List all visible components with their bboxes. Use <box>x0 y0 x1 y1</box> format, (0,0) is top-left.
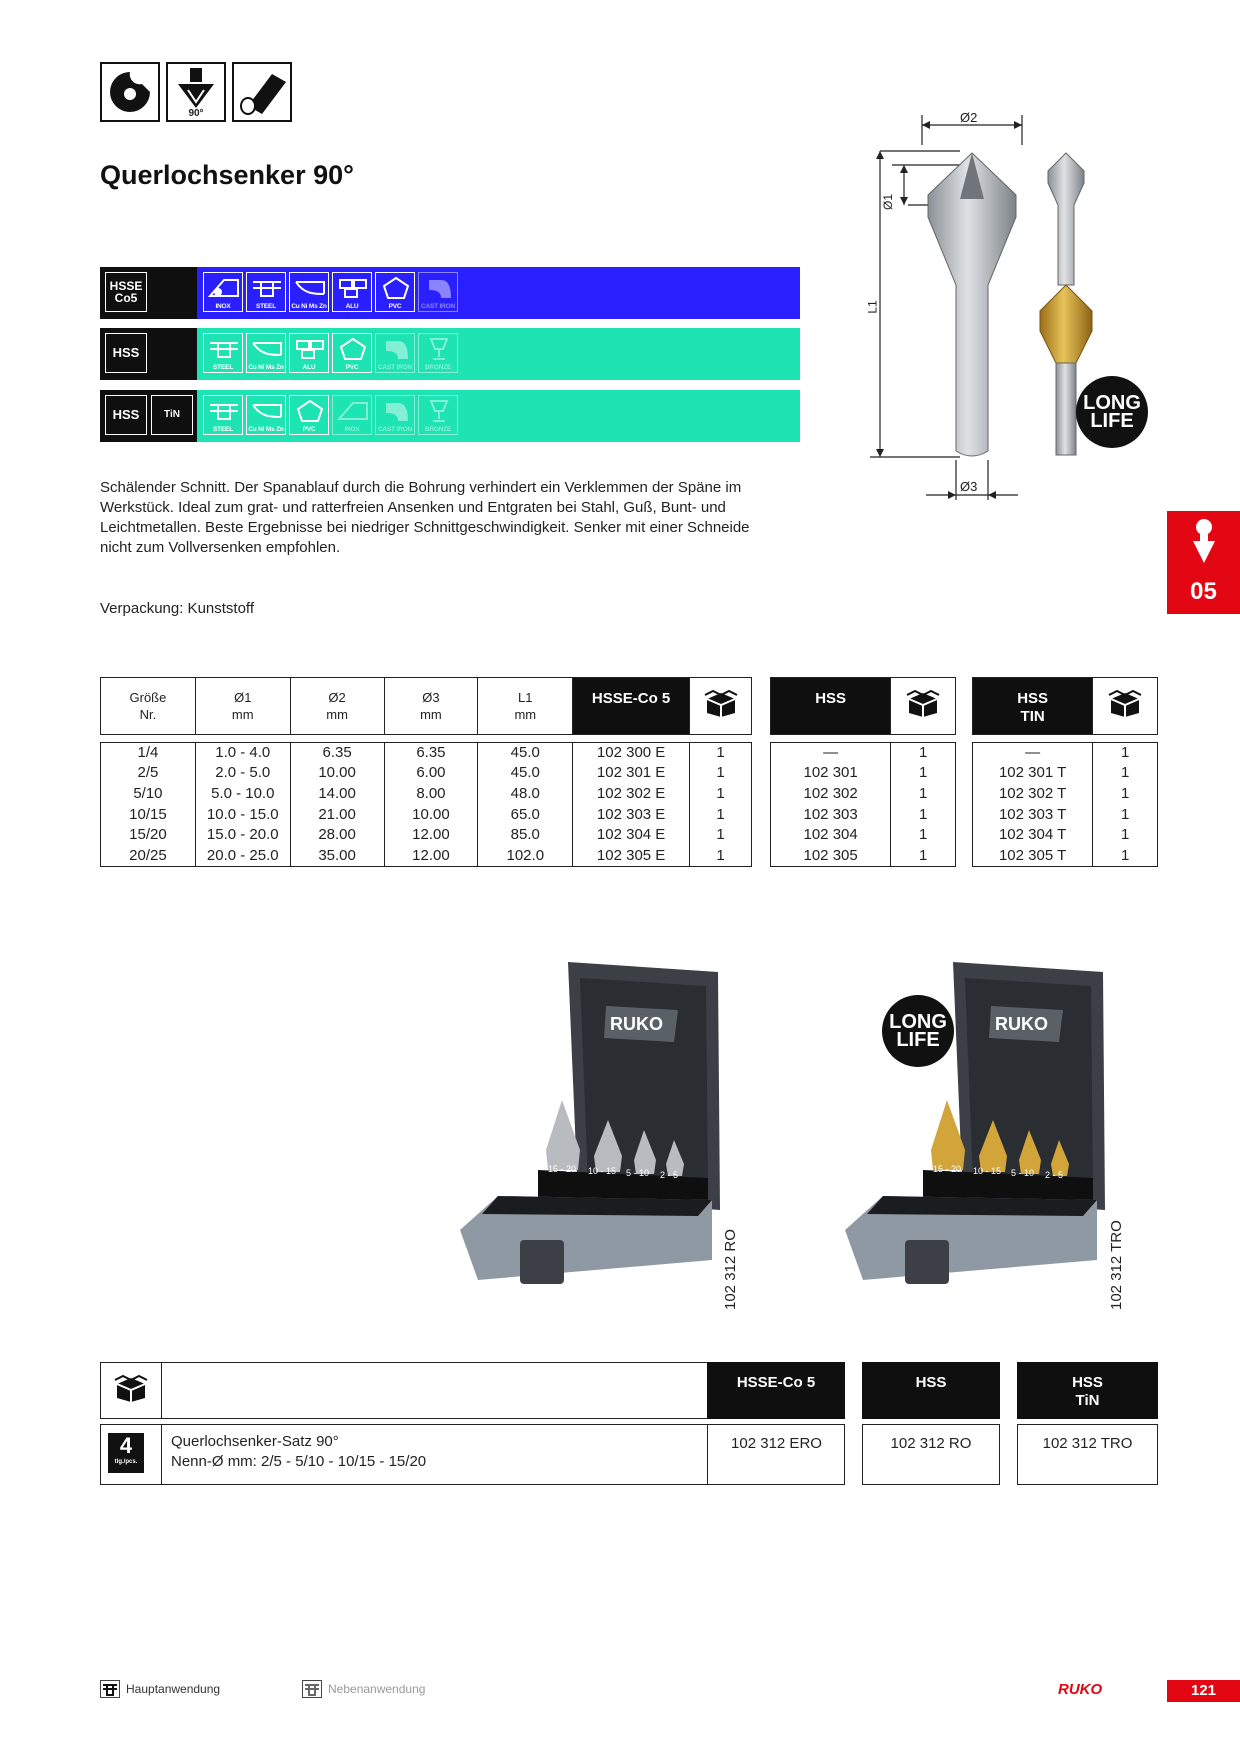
cell-hsse-qty: 1 <box>690 743 752 764</box>
material-nonferrous-icon: Cu Ni Ms Zn <box>246 333 286 373</box>
grade-label: HSS <box>105 395 147 435</box>
material-pvc-icon: PVC <box>289 395 329 435</box>
set-code-hss-tin: 102 312 TRO <box>1042 1435 1133 1452</box>
cell-d2: 21.00 <box>290 804 384 825</box>
dim-d3-label: Ø3 <box>960 479 978 494</box>
slot-label-4: 2 - 5 <box>1045 1170 1064 1180</box>
set-case-photo-hss <box>458 960 728 1300</box>
cell-l1: 48.0 <box>478 784 573 805</box>
set-code-rotated: 102 312 RO <box>722 1229 739 1310</box>
material-bronze-icon: BRONZE <box>418 395 458 435</box>
box-icon <box>1107 689 1143 719</box>
chapter-number: 05 <box>1190 578 1217 605</box>
legend-secondary-use: Nebenanwendung <box>302 1680 425 1698</box>
band-hsse-co5 <box>100 267 800 319</box>
coating-label: TiN <box>151 395 193 435</box>
piece-count-badge: 4 tlg./pcs. <box>108 1433 144 1473</box>
material-inox-icon: INOX <box>203 272 243 312</box>
cell-size: 15/20 <box>101 825 196 846</box>
cell-hss: 102 305 <box>771 845 891 866</box>
cell-tin-qty: 1 <box>1093 845 1158 866</box>
countersink-icon <box>1189 517 1219 567</box>
dim-d1-label: Ø1 <box>881 193 896 211</box>
col-d3: Ø3 mm <box>384 678 478 735</box>
cell-hss-qty: 1 <box>891 763 956 784</box>
material-nonferrous-icon: Cu Ni Ms Zn <box>289 272 329 312</box>
cell-d1: 5.0 - 10.0 <box>195 784 290 805</box>
table-row <box>771 804 956 825</box>
set-header-divider <box>161 1362 162 1419</box>
cell-l1: 102.0 <box>478 845 573 866</box>
cell-hss: 102 304 <box>771 825 891 846</box>
table-row <box>771 845 956 866</box>
set-code-rotated: 102 312 TRO <box>1108 1220 1125 1310</box>
cell-d2: 28.00 <box>290 825 384 846</box>
cell-hss: 102 303 <box>771 804 891 825</box>
hss-tin-table <box>972 677 1158 867</box>
col-hss: HSS <box>771 678 891 735</box>
table-row <box>101 845 752 866</box>
cell-tin: 102 305 T <box>973 845 1093 866</box>
cell-size: 20/25 <box>101 845 196 866</box>
table-row <box>973 804 1158 825</box>
set-row-hss <box>862 1424 1000 1485</box>
cell-size: 5/10 <box>101 784 196 805</box>
table-row <box>101 825 752 846</box>
cell-tin-qty: 1 <box>1093 743 1158 764</box>
set-row-divider <box>161 1424 162 1485</box>
cell-d3: 12.00 <box>384 825 478 846</box>
angle-label: 90° <box>188 108 204 119</box>
set-sizes: Nenn-Ø mm: 2/5 - 5/10 - 10/15 - 15/20 <box>171 1453 427 1470</box>
cell-d2: 10.00 <box>290 763 384 784</box>
col-size: Größe Nr. <box>101 678 196 735</box>
table-row <box>771 743 956 764</box>
cell-tin-qty: 1 <box>1093 784 1158 805</box>
table-row <box>771 784 956 805</box>
case-brand-label: RUKO <box>995 1014 1048 1034</box>
countersink-90-icon <box>166 62 226 122</box>
steel-profile-icon <box>100 1680 120 1698</box>
slot-label-2: 10 - 15 <box>973 1166 1002 1176</box>
slot-label-1: 15 - 20 <box>933 1164 962 1174</box>
cell-tin: 102 303 T <box>973 804 1093 825</box>
cell-d2: 6.35 <box>290 743 384 764</box>
cell-tin-qty: 1 <box>1093 804 1158 825</box>
table-row <box>101 743 752 764</box>
table-row <box>101 763 752 784</box>
cell-hsse-qty: 1 <box>690 763 752 784</box>
set-col-hss: HSS <box>862 1362 1000 1419</box>
slot-label-4: 2 - 5 <box>660 1170 679 1180</box>
cell-d1: 1.0 - 4.0 <box>195 743 290 764</box>
cell-tin-qty: 1 <box>1093 763 1158 784</box>
table-row <box>771 825 956 846</box>
cell-d3: 6.00 <box>384 763 478 784</box>
cell-hsse: 102 304 E <box>573 825 690 846</box>
long-life-badge: LONG LIFE <box>1076 376 1148 448</box>
cell-hss-qty: 1 <box>891 804 956 825</box>
technical-drawing <box>860 105 1240 505</box>
table-row <box>973 763 1158 784</box>
dimensions-table <box>100 677 752 867</box>
set-col-hss-tin: HSS TiN <box>1017 1362 1158 1419</box>
cylinder-pipe-icon <box>232 62 292 122</box>
material-alu-icon: ALU <box>289 333 329 373</box>
slot-label-3: 5 - 10 <box>1011 1168 1035 1178</box>
cell-hss: 102 301 <box>771 763 891 784</box>
band-hss-tin <box>100 390 800 442</box>
cell-hsse: 102 303 E <box>573 804 690 825</box>
material-nonferrous-icon: Cu Ni Ms Zn <box>246 395 286 435</box>
col-d1: Ø1 mm <box>195 678 290 735</box>
cell-size: 1/4 <box>101 743 196 764</box>
table-row <box>771 763 956 784</box>
col-hsse-pack <box>690 678 752 735</box>
col-l1: L1 mm <box>478 678 573 735</box>
cell-hsse: 102 305 E <box>573 845 690 866</box>
cell-d3: 8.00 <box>384 784 478 805</box>
table-row <box>973 743 1158 764</box>
cell-hss-qty: 1 <box>891 743 956 764</box>
material-alu-icon: ALU <box>332 272 372 312</box>
cell-hsse: 102 301 E <box>573 763 690 784</box>
case-brand-label: RUKO <box>610 1014 663 1034</box>
slot-label-3: 5 - 10 <box>626 1168 650 1178</box>
set-code-hsse: 102 312 ERO <box>731 1435 822 1452</box>
dim-d2-label: Ø2 <box>960 110 978 125</box>
packaging-info: Verpackung: Kunststoff <box>100 600 254 617</box>
cell-l1: 45.0 <box>478 763 573 784</box>
cell-d1: 20.0 - 25.0 <box>195 845 290 866</box>
set-col-hsse: HSSE-Co 5 <box>707 1362 845 1419</box>
material-cast-iron-icon: CAST IRON <box>418 272 458 312</box>
cell-hsse: 102 302 E <box>573 784 690 805</box>
material-steel-icon: STEEL <box>246 272 286 312</box>
col-d2: Ø2 mm <box>290 678 384 735</box>
cell-size: 2/5 <box>101 763 196 784</box>
steel-profile-icon <box>302 1680 322 1698</box>
band-hss <box>100 328 800 380</box>
material-pvc-icon: PVC <box>332 333 372 373</box>
long-life-badge-set: LONG LIFE <box>882 995 954 1067</box>
cell-tin: 102 301 T <box>973 763 1093 784</box>
box-icon <box>703 689 739 719</box>
cross-hole-icon <box>100 62 160 122</box>
slot-label-1: 15 - 20 <box>548 1164 577 1174</box>
col-hss-tin: HSS TIN <box>973 678 1093 735</box>
cell-tin-qty: 1 <box>1093 825 1158 846</box>
brand-logo: RUKO <box>1058 1681 1103 1698</box>
cell-hsse-qty: 1 <box>690 804 752 825</box>
cell-hsse-qty: 1 <box>690 825 752 846</box>
cell-size: 10/15 <box>101 804 196 825</box>
cell-hsse-qty: 1 <box>690 845 752 866</box>
material-cast-iron-icon: CAST IRON <box>375 333 415 373</box>
table-row <box>101 784 752 805</box>
set-row-divider <box>707 1424 708 1485</box>
table-row <box>973 784 1158 805</box>
material-bronze-icon: BRONZE <box>418 333 458 373</box>
page-number: 121 <box>1167 1680 1240 1702</box>
chapter-tab <box>1167 511 1240 614</box>
material-steel-icon: STEEL <box>203 333 243 373</box>
material-pvc-icon: PVC <box>375 272 415 312</box>
grade-label: HSS <box>105 333 147 373</box>
grade-label: HSSE Co5 <box>105 272 147 312</box>
cell-d2: 35.00 <box>290 845 384 866</box>
material-cast-iron-icon: CAST IRON <box>375 395 415 435</box>
product-description: Schälender Schnitt. Der Spanablauf durch die Bohrung verhindert ein Verklemmen der Späne im Werkstück. Ideal zum grat- und ratterfreien Ansenken und Entgraten bei Stahl, Guß, Bunt- und Leichtmetallen. Beste Ergebnisse bei niedriger Schnittgeschwindigkeit. Senker mit einer Schneide nicht zum Vollversenken empfohlen. <box>100 479 750 556</box>
cell-hss: — <box>771 743 891 764</box>
set-code-hss: 102 312 RO <box>890 1435 972 1452</box>
table-row <box>101 804 752 825</box>
cell-d1: 15.0 - 20.0 <box>195 825 290 846</box>
set-row-hss-tin <box>1017 1424 1158 1485</box>
slot-label-2: 10 - 15 <box>588 1166 617 1176</box>
cell-tin: — <box>973 743 1093 764</box>
col-hss-pack <box>891 678 956 735</box>
cell-hss-qty: 1 <box>891 825 956 846</box>
cell-l1: 85.0 <box>478 825 573 846</box>
set-name: Querlochsenker-Satz 90° <box>171 1433 339 1450</box>
cell-d3: 10.00 <box>384 804 478 825</box>
cell-l1: 65.0 <box>478 804 573 825</box>
cell-hss-qty: 1 <box>891 845 956 866</box>
cell-tin: 102 302 T <box>973 784 1093 805</box>
cell-l1: 45.0 <box>478 743 573 764</box>
cell-hsse: 102 300 E <box>573 743 690 764</box>
cell-d3: 6.35 <box>384 743 478 764</box>
col-tin-pack <box>1093 678 1158 735</box>
hss-table <box>770 677 956 867</box>
table-row <box>973 845 1158 866</box>
cell-hss: 102 302 <box>771 784 891 805</box>
cell-d1: 10.0 - 15.0 <box>195 804 290 825</box>
box-icon <box>113 1374 149 1404</box>
material-inox-icon: INOX <box>332 395 372 435</box>
dim-l1-label: L1 <box>865 300 880 314</box>
cell-d2: 14.00 <box>290 784 384 805</box>
cell-hsse-qty: 1 <box>690 784 752 805</box>
legend-main-use: Hauptanwendung <box>100 1680 220 1698</box>
material-steel-icon: STEEL <box>203 395 243 435</box>
table-row <box>973 825 1158 846</box>
cell-d1: 2.0 - 5.0 <box>195 763 290 784</box>
box-icon <box>905 689 941 719</box>
set-case-photo-hss-tin <box>843 960 1113 1300</box>
cell-tin: 102 304 T <box>973 825 1093 846</box>
cell-hss-qty: 1 <box>891 784 956 805</box>
col-hsse: HSSE-Co 5 <box>573 678 690 735</box>
cell-d3: 12.00 <box>384 845 478 866</box>
page-title: Querlochsenker 90° <box>100 160 354 190</box>
